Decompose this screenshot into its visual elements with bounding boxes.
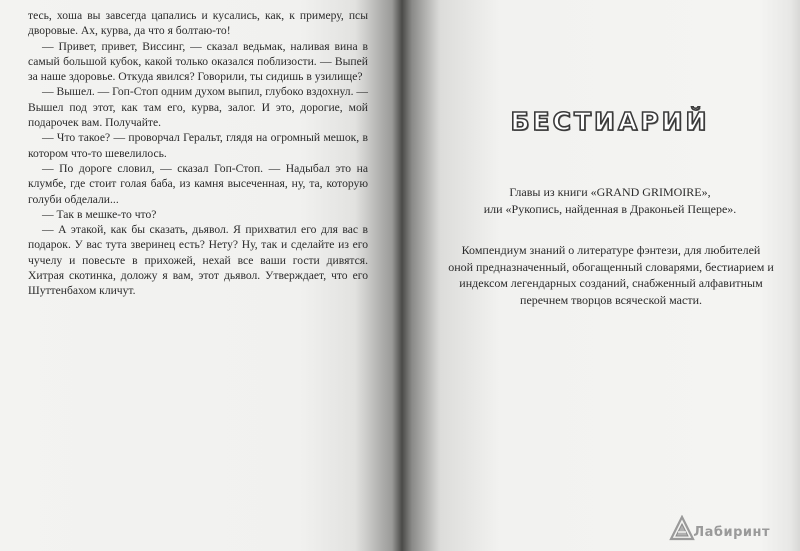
chapter-subtitle <box>440 184 780 218</box>
paragraph: тесь, хоша вы завсегда цапались и кусались, как, к примеру, псы дворовые. Ах, курва, да что я болтаю-то! <box>28 9 368 38</box>
labirint-logo-icon <box>669 515 695 541</box>
paragraph: — Вышел. — Гоп-Стоп одним духом выпил, глубоко вздохнул. — Вышел под этот, как там его, курва, залог. И это, дорогие, мой подарочек вам. Получайте. <box>28 85 368 130</box>
watermark <box>669 515 770 541</box>
paragraph: — А этакой, как бы сказать, дьявол. Я прихватил его для вас в подарок. У вас тута зверинец есть? Нету? Ну, так и сделайте из его чучелу и повесьте в прихожей, нехай все ваши гости дивятся. Хитрая скотинка, доложу я вам, этот дьявол. Утверждает, что его Шуттенбахом кличут. <box>28 223 368 298</box>
paragraph: — Так в мешке-то что? <box>42 207 157 221</box>
subtitle-line: или «Рукопись, найденная в Драконьей Пещере». <box>483 202 737 216</box>
paragraph: — По дороге словил, — сказал Гоп-Стоп. — Надыбал это на клумбе, где стоит голая баба, из камня высеченная, ну, та, которую голуби обделали... <box>28 161 368 206</box>
chapter-title: БЕСТИАРИЙ <box>510 107 710 136</box>
left-page-text <box>28 8 368 299</box>
watermark-text: Лабиринт <box>693 525 770 540</box>
chapter-description: Компендиум знаний о литературе фэнтези, для любителей оной предназначенный, обогащенный словарями, бестиарием и индексом легендарных созданий, снабженный алфавитным перечнем творцов всяческой масти. <box>448 243 774 307</box>
right-page <box>440 0 780 551</box>
paragraph: — Что такое? — проворчал Геральт, глядя на огромный мешок, в котором что-то шевелилось. <box>28 131 368 160</box>
subtitle-line: Главы из книги «GRAND GRIMOIRE», <box>509 185 711 199</box>
paragraph: — Привет, привет, Виссинг, — сказал ведьмак, наливая вина в самый большой кубок, какой только оказался поблизости. — Выпей за наше здоровье. Откуда явился? Говорили, ты сидишь в узилище? <box>28 39 368 84</box>
